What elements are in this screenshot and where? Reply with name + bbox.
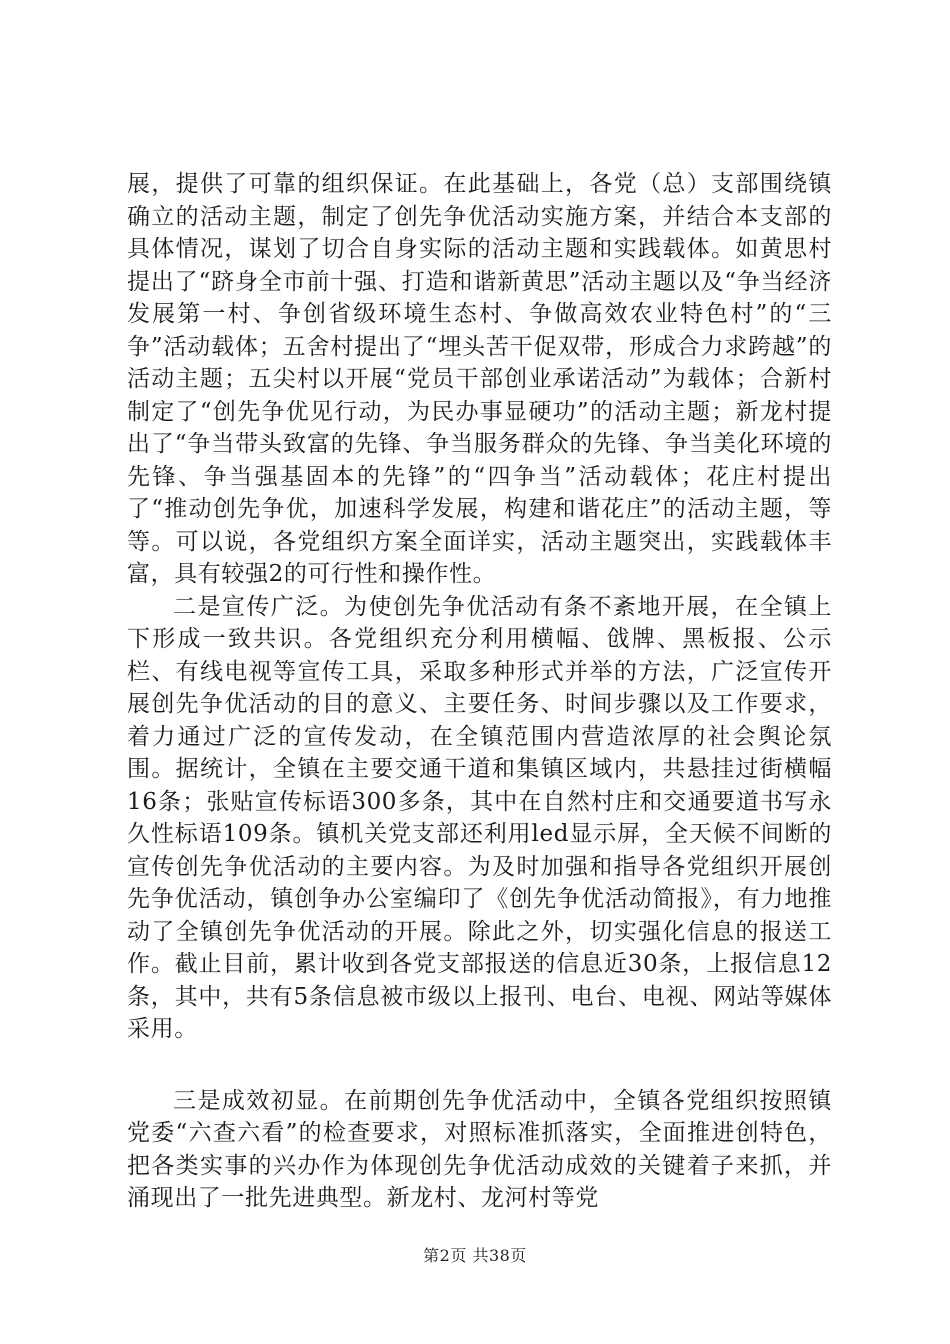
paragraph-1: 展，提供了可靠的组织保证。在此基础上，各党（总）支部围绕镇确立的活动主题，制定了创先争优活动实施方案，并结合本支部的具体情况，谋划了切合自身实际的活动主题和实践载体。如黄思村提出了“跻身全市前十强、打造和谐新黄思”活动主题以及“争当经济发展第一村、争创省级环境生态村、争做高效农业特色村”的“三争”活动载体；五舍村提出了“埋头苦干促双带，形成合力求跨越”的活动主题；五尖村以开展“党员干部创业承诺活动”为载体；合新村制定了“创先争优见行动，为民办事显硬功”的活动主题；新龙村提出了“争当带头致富的先锋、争当服务群众的先锋、争当美化环境的先锋、争当强基固本的先锋”的“四争当”活动载体；花庄村提出了“推动创先争优，加速科学发展，构建和谐花庄”的活动主题，等等。可以说，各党组织方案全面详实，活动主题突出，实践载体丰富，具有较强2的可行性和操作性。: [127, 171, 832, 587]
paragraph-2: 二是宣传广泛。为使创先争优活动有条不紊地开展，在全镇上下形成一致共识。各党组织充分利用横幅、戗牌、黑板报、公示栏、有线电视等宣传工具，采取多种形式并举的方法，广泛宣传开展创先争优活动的目的意义、主要任务、时间步骤以及工作要求，着力通过广泛的宣传发动，在全镇范围内营造浓厚的社会舆论氛围。据统计，全镇在主要交通干道和集镇区域内，共悬挂过街横幅16条；张贴宣传标语300多条，其中在自然村庄和交通要道书写永久性标语109条。镇机关党支部还利用led显示屏，全天候不间断的宣传创先争优活动的主要内容。为及时加强和指导各党组织开展创先争优活动，镇创争办公室编印了《创先争优活动简报》，有力地推动了全镇创先争优活动的开展。除此之外，切实强化信息的报送工作。截止目前，累计收到各党支部报送的信息近30条，上报信息12条，其中，共有5条信息被市级以上报刊、电台、电视、网站等媒体采用。: [127, 593, 832, 1042]
document-body: [127, 168, 832, 1215]
page-number-footer: 第2页 共38页: [423, 1246, 527, 1265]
paragraph-spacer: [127, 1046, 832, 1085]
paragraph-3: 三是成效初显。在前期创先争优活动中，全镇各党组织按照镇党委“六查六看”的检查要求，对照标准抓落实，全面推进创特色，把各类实事的兴办作为体现创先争优活动成效的关键着子来抓，并涌现出了一批先进典型。新龙村、龙河村等党: [127, 1087, 832, 1211]
